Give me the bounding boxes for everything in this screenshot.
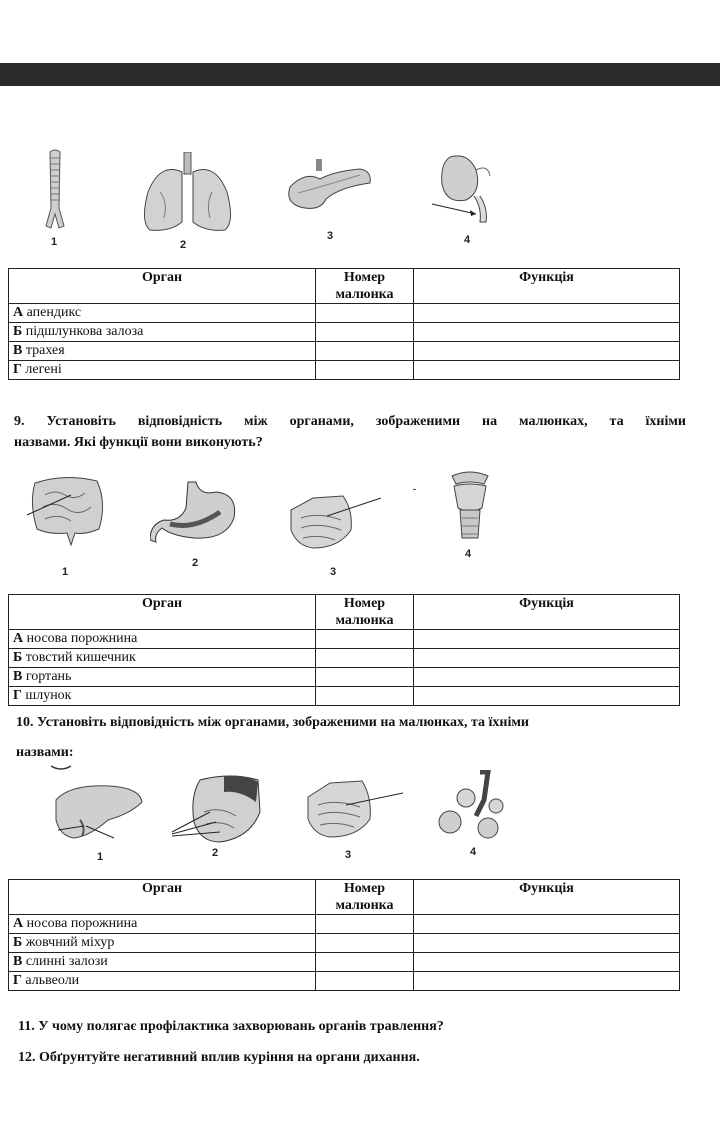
figure-label: 3 <box>327 230 334 242</box>
table-row <box>9 323 680 342</box>
function-cell[interactable] <box>414 687 680 706</box>
question-10-line-1: 10. Установіть відповідність між органами, зображеними на малюнках, та їхніми <box>16 715 529 730</box>
number-cell[interactable] <box>316 304 414 323</box>
appendix-figure <box>430 152 500 227</box>
number-cell[interactable] <box>316 361 414 380</box>
lungs-figure <box>140 152 235 234</box>
table-row <box>9 915 680 934</box>
nasal-cavity-figure-2 <box>300 775 405 843</box>
organ-header: Орган <box>9 880 316 915</box>
function-cell[interactable] <box>414 342 680 361</box>
function-cell[interactable] <box>414 304 680 323</box>
larynx-figure <box>440 468 500 540</box>
number-cell[interactable] <box>316 649 414 668</box>
table-row <box>9 934 680 953</box>
alveoli-figure <box>436 770 506 842</box>
nasal-cavity-figure-1 <box>283 490 383 552</box>
function-header: Функція <box>414 880 680 915</box>
table-row <box>9 342 680 361</box>
organ-cell: В гортань <box>9 668 316 687</box>
organ-cell: В слинні залози <box>9 953 316 972</box>
number-cell[interactable] <box>316 630 414 649</box>
figure-label: 4 <box>465 548 472 560</box>
number-cell[interactable] <box>316 915 414 934</box>
number-cell[interactable] <box>316 668 414 687</box>
table-header-row <box>9 269 680 304</box>
organ-table-3 <box>8 879 680 991</box>
number-cell[interactable] <box>316 953 414 972</box>
liver-figure <box>50 780 145 844</box>
organ-cell: Г шлунок <box>9 687 316 706</box>
organ-table-1 <box>8 268 680 380</box>
function-cell[interactable] <box>414 323 680 342</box>
figure-label: 2 <box>180 239 187 251</box>
number-cell[interactable] <box>316 972 414 991</box>
pancreas-figure <box>280 157 375 215</box>
figure-label: 1 <box>62 566 69 578</box>
organ-cell: Б підшлункова залоза <box>9 323 316 342</box>
figure-label: 1 <box>97 851 104 863</box>
figure-label: 3 <box>345 849 352 861</box>
top-dark-bar <box>0 63 720 86</box>
table-row <box>9 361 680 380</box>
salivary-glands-figure <box>170 772 265 846</box>
function-cell[interactable] <box>414 649 680 668</box>
trachea-figure <box>40 148 70 233</box>
question-9-line-1: 9. Установіть відповідність між органами, зображеними на малюнках, та їхніми <box>14 414 686 429</box>
organ-cell: В трахея <box>9 342 316 361</box>
table-header-row <box>9 595 680 630</box>
table-header-row <box>9 880 680 915</box>
number-cell[interactable] <box>316 323 414 342</box>
figure-label: 4 <box>464 234 471 246</box>
figure-label: 1 <box>51 236 58 248</box>
question-11: 11. У чому полягає профілактика захворювань органів травлення? <box>18 1019 444 1034</box>
organ-cell: А носова порожнина <box>9 915 316 934</box>
table-row <box>9 304 680 323</box>
organ-cell: А апендикс <box>9 304 316 323</box>
function-cell[interactable] <box>414 972 680 991</box>
table-row <box>9 649 680 668</box>
organ-table-2 <box>8 594 680 706</box>
organ-cell: Б жовчний міхур <box>9 934 316 953</box>
arc-mark <box>50 764 72 772</box>
organ-cell: Г легені <box>9 361 316 380</box>
number-header: Номер малюнка <box>316 595 414 630</box>
figure-label: 2 <box>192 557 199 569</box>
number-header: Номер малюнка <box>316 269 414 304</box>
number-cell[interactable] <box>316 687 414 706</box>
function-cell[interactable] <box>414 630 680 649</box>
table-row <box>9 972 680 991</box>
organ-cell: Г альвеоли <box>9 972 316 991</box>
organ-cell: А носова порожнина <box>9 630 316 649</box>
large-intestine-figure <box>25 473 110 553</box>
question-12: 12. Обґрунтуйте негативний вплив куріння на органи дихання. <box>18 1050 420 1065</box>
number-header: Номер малюнка <box>316 880 414 915</box>
organ-cell: Б товстий кишечник <box>9 649 316 668</box>
function-cell[interactable] <box>414 915 680 934</box>
stomach-figure <box>150 478 240 548</box>
question-9-line-2: назвами. Які функції вони виконують? <box>14 435 263 450</box>
question-10-line-2: назвами: <box>16 745 74 760</box>
function-header: Функція <box>414 269 680 304</box>
figure-label: 4 <box>470 846 477 858</box>
number-cell[interactable] <box>316 342 414 361</box>
table-row <box>9 953 680 972</box>
function-header: Функція <box>414 595 680 630</box>
table-row <box>9 668 680 687</box>
table-row <box>9 630 680 649</box>
function-cell[interactable] <box>414 668 680 687</box>
dash-mark: - <box>413 484 416 494</box>
number-cell[interactable] <box>316 934 414 953</box>
question-9 <box>14 411 686 453</box>
figure-label: 3 <box>330 566 337 578</box>
figure-label: 2 <box>212 847 219 859</box>
table-row <box>9 687 680 706</box>
function-cell[interactable] <box>414 361 680 380</box>
function-cell[interactable] <box>414 953 680 972</box>
function-cell[interactable] <box>414 934 680 953</box>
organ-header: Орган <box>9 595 316 630</box>
organ-header: Орган <box>9 269 316 304</box>
